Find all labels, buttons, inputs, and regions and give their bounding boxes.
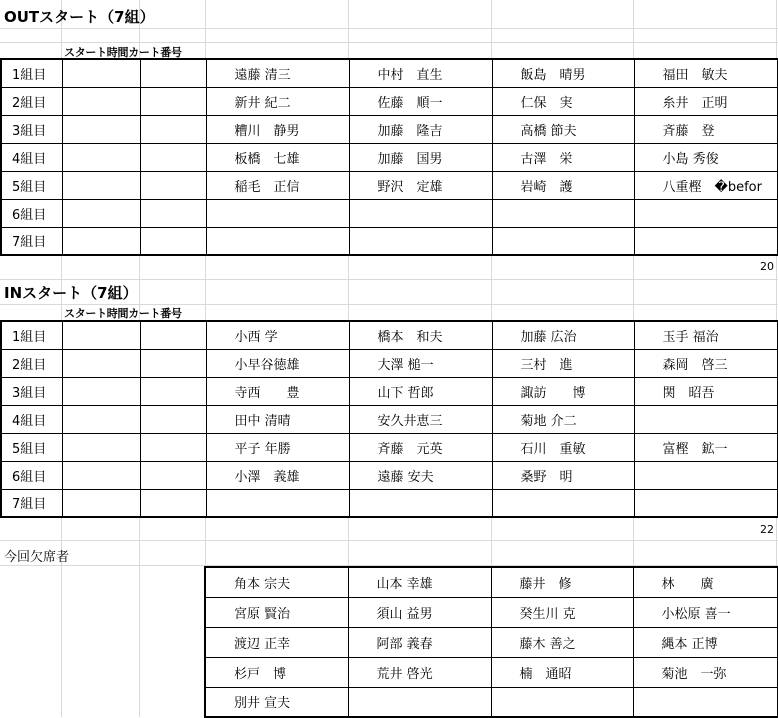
group-row bbox=[1, 59, 778, 87]
out-player-count: 20 bbox=[760, 260, 774, 273]
absent-player-cell[interactable]: 阿部 義春 bbox=[348, 627, 491, 657]
group-label: 2組目 bbox=[1, 349, 62, 377]
player-name-cell[interactable]: 田中 清晴 bbox=[206, 405, 349, 433]
player-name-cell[interactable]: 山下 哲郎 bbox=[349, 377, 492, 405]
player-name-cell[interactable]: 斉藤 登 bbox=[634, 115, 778, 143]
group-row bbox=[1, 143, 778, 171]
player-name-cell[interactable]: 糸井 正明 bbox=[634, 87, 778, 115]
start-time-cell[interactable] bbox=[62, 461, 140, 489]
player-name-cell[interactable]: 小早谷徳雄 bbox=[206, 349, 349, 377]
player-name-cell[interactable]: 安久井恵三 bbox=[349, 405, 492, 433]
start-time-cell[interactable] bbox=[62, 321, 140, 349]
player-name-cell[interactable] bbox=[492, 489, 634, 517]
absent-player-cell[interactable]: 角本 宗夫 bbox=[205, 567, 348, 597]
start-time-cell[interactable] bbox=[62, 227, 140, 255]
player-name-cell[interactable] bbox=[634, 489, 778, 517]
group-row bbox=[1, 87, 778, 115]
absent-player-cell[interactable]: 楠 通昭 bbox=[491, 657, 633, 687]
start-time-cell[interactable] bbox=[62, 405, 140, 433]
absent-player-cell[interactable] bbox=[633, 687, 778, 717]
absent-row bbox=[205, 687, 778, 717]
group-label: 4組目 bbox=[1, 143, 62, 171]
group-label: 5組目 bbox=[1, 171, 62, 199]
start-time-cell[interactable] bbox=[62, 87, 140, 115]
player-name-cell[interactable] bbox=[206, 489, 349, 517]
player-name-cell[interactable]: 桑野 明 bbox=[492, 461, 634, 489]
player-name-cell[interactable]: 富樫 鉱一 bbox=[634, 433, 778, 461]
absent-row bbox=[205, 597, 778, 627]
group-label: 7組目 bbox=[1, 227, 62, 255]
start-time-cell[interactable] bbox=[62, 143, 140, 171]
absent-player-cell[interactable]: 藤木 善之 bbox=[491, 627, 633, 657]
group-label: 6組目 bbox=[1, 461, 62, 489]
player-name-cell[interactable]: 加藤 隆吉 bbox=[349, 115, 492, 143]
player-name-cell[interactable]: 森岡 啓三 bbox=[634, 349, 778, 377]
player-name-cell[interactable] bbox=[349, 199, 492, 227]
group-row bbox=[1, 115, 778, 143]
cart-number-cell[interactable] bbox=[140, 489, 206, 517]
player-name-cell[interactable]: 加藤 国男 bbox=[349, 143, 492, 171]
start-time-cell[interactable] bbox=[62, 377, 140, 405]
player-name-cell[interactable]: 寺西 豊 bbox=[206, 377, 349, 405]
group-label: 1組目 bbox=[1, 59, 62, 87]
player-name-cell[interactable]: 小西 学 bbox=[206, 321, 349, 349]
player-name-cell[interactable]: 岩崎 護 bbox=[492, 171, 634, 199]
group-label: 3組目 bbox=[1, 115, 62, 143]
absent-table bbox=[204, 566, 778, 718]
player-name-cell[interactable] bbox=[634, 405, 778, 433]
absent-player-cell[interactable]: 別井 宣夫 bbox=[205, 687, 348, 717]
player-name-cell[interactable]: 八重樫 �befor bbox=[634, 171, 778, 199]
start-time-cell[interactable] bbox=[62, 489, 140, 517]
player-name-cell[interactable] bbox=[492, 227, 634, 255]
player-name-cell[interactable]: 加藤 広治 bbox=[492, 321, 634, 349]
absent-label: 今回欠席者 bbox=[4, 550, 70, 565]
cart-number-cell[interactable] bbox=[140, 405, 206, 433]
player-name-cell[interactable] bbox=[206, 199, 349, 227]
player-name-cell[interactable]: 橋本 和夫 bbox=[349, 321, 492, 349]
player-name-cell[interactable]: 糟川 静男 bbox=[206, 115, 349, 143]
cart-number-cell[interactable] bbox=[140, 171, 206, 199]
player-name-cell[interactable]: 平子 年勝 bbox=[206, 433, 349, 461]
cart-number-cell[interactable] bbox=[140, 377, 206, 405]
out-pairings-table bbox=[0, 58, 778, 256]
player-name-cell[interactable] bbox=[634, 199, 778, 227]
player-name-cell[interactable]: 大澤 槌一 bbox=[349, 349, 492, 377]
absent-row bbox=[205, 567, 778, 597]
group-row bbox=[1, 489, 778, 517]
player-name-cell[interactable] bbox=[492, 199, 634, 227]
group-label: 1組目 bbox=[1, 321, 62, 349]
player-name-cell[interactable]: 板橋 七雄 bbox=[206, 143, 349, 171]
group-label: 6組目 bbox=[1, 199, 62, 227]
group-row bbox=[1, 171, 778, 199]
cart-number-cell[interactable] bbox=[140, 143, 206, 171]
cart-number-cell[interactable] bbox=[140, 433, 206, 461]
player-name-cell[interactable] bbox=[634, 227, 778, 255]
player-name-cell[interactable]: 新井 紀二 bbox=[206, 87, 349, 115]
absent-player-cell[interactable]: 林 廣 bbox=[633, 567, 778, 597]
absent-player-cell[interactable]: 癸生川 克 bbox=[491, 597, 633, 627]
player-name-cell[interactable]: 関 昭吾 bbox=[634, 377, 778, 405]
absent-row bbox=[205, 627, 778, 657]
cart-number-cell[interactable] bbox=[140, 461, 206, 489]
player-name-cell[interactable]: 遠藤 清三 bbox=[206, 59, 349, 87]
player-name-cell[interactable]: 玉手 福治 bbox=[634, 321, 778, 349]
player-name-cell[interactable]: 三村 進 bbox=[492, 349, 634, 377]
player-name-cell[interactable] bbox=[206, 227, 349, 255]
player-name-cell[interactable]: 諏訪 博 bbox=[492, 377, 634, 405]
player-name-cell[interactable]: 飯島 晴男 bbox=[492, 59, 634, 87]
absent-player-cell[interactable]: 小松原 喜一 bbox=[633, 597, 778, 627]
group-label: 7組目 bbox=[1, 489, 62, 517]
absent-player-cell[interactable]: 渡辺 正幸 bbox=[205, 627, 348, 657]
absent-player-cell[interactable]: 菊池 一弥 bbox=[633, 657, 778, 687]
absent-row bbox=[205, 657, 778, 687]
player-name-cell[interactable]: 福田 敏夫 bbox=[634, 59, 778, 87]
player-name-cell[interactable]: 斉藤 元英 bbox=[349, 433, 492, 461]
absent-player-cell[interactable] bbox=[348, 687, 491, 717]
start-time-cell[interactable] bbox=[62, 171, 140, 199]
player-name-cell[interactable]: 石川 重敏 bbox=[492, 433, 634, 461]
cart-number-cell[interactable] bbox=[140, 349, 206, 377]
player-name-cell[interactable]: 仁保 実 bbox=[492, 87, 634, 115]
absent-player-cell[interactable]: 山本 幸雄 bbox=[348, 567, 491, 597]
group-row bbox=[1, 405, 778, 433]
start-time-cell[interactable] bbox=[62, 59, 140, 87]
absent-player-cell[interactable]: 荒井 啓光 bbox=[348, 657, 491, 687]
group-row bbox=[1, 199, 778, 227]
in-player-count: 22 bbox=[760, 523, 774, 536]
absent-player-cell[interactable]: 須山 益男 bbox=[348, 597, 491, 627]
start-time-cell[interactable] bbox=[62, 115, 140, 143]
cart-number-cell[interactable] bbox=[140, 59, 206, 87]
player-name-cell[interactable]: 稲毛 正信 bbox=[206, 171, 349, 199]
absent-player-cell[interactable]: 藤井 修 bbox=[491, 567, 633, 597]
player-name-cell[interactable]: 遠藤 安夫 bbox=[349, 461, 492, 489]
player-name-cell[interactable] bbox=[349, 227, 492, 255]
player-name-cell[interactable]: 高橋 節夫 bbox=[492, 115, 634, 143]
group-label: 3組目 bbox=[1, 377, 62, 405]
player-name-cell[interactable] bbox=[634, 461, 778, 489]
player-name-cell[interactable]: 佐藤 順一 bbox=[349, 87, 492, 115]
player-name-cell[interactable]: 中村 直生 bbox=[349, 59, 492, 87]
cart-number-cell[interactable] bbox=[140, 321, 206, 349]
absent-player-cell[interactable]: 宮原 賢治 bbox=[205, 597, 348, 627]
group-row bbox=[1, 377, 778, 405]
group-row bbox=[1, 461, 778, 489]
player-name-cell[interactable]: 野沢 定雄 bbox=[349, 171, 492, 199]
out-section-title: OUTスタート（7組） bbox=[4, 8, 155, 26]
group-label: 4組目 bbox=[1, 405, 62, 433]
start-time-cell[interactable] bbox=[62, 199, 140, 227]
group-row bbox=[1, 227, 778, 255]
group-label: 2組目 bbox=[1, 87, 62, 115]
player-name-cell[interactable]: 古澤 栄 bbox=[492, 143, 634, 171]
in-section-title: INスタート（7組） bbox=[4, 284, 138, 302]
group-row bbox=[1, 433, 778, 461]
player-name-cell[interactable]: 小島 秀俊 bbox=[634, 143, 778, 171]
player-name-cell[interactable]: 小澤 義雄 bbox=[206, 461, 349, 489]
in-subheader: スタート時間カート番号 bbox=[64, 307, 182, 320]
player-name-cell[interactable] bbox=[349, 489, 492, 517]
player-name-cell[interactable]: 菊地 介二 bbox=[492, 405, 634, 433]
in-pairings-table bbox=[0, 320, 778, 518]
cart-number-cell[interactable] bbox=[140, 87, 206, 115]
start-time-cell[interactable] bbox=[62, 433, 140, 461]
cart-number-cell[interactable] bbox=[140, 199, 206, 227]
group-row bbox=[1, 321, 778, 349]
cart-number-cell[interactable] bbox=[140, 115, 206, 143]
start-time-cell[interactable] bbox=[62, 349, 140, 377]
group-label: 5組目 bbox=[1, 433, 62, 461]
group-row bbox=[1, 349, 778, 377]
absent-player-cell[interactable] bbox=[491, 687, 633, 717]
out-subheader: スタート時間カート番号 bbox=[64, 46, 182, 59]
absent-player-cell[interactable]: 杉戸 博 bbox=[205, 657, 348, 687]
absent-player-cell[interactable]: 縄本 正博 bbox=[633, 627, 778, 657]
cart-number-cell[interactable] bbox=[140, 227, 206, 255]
